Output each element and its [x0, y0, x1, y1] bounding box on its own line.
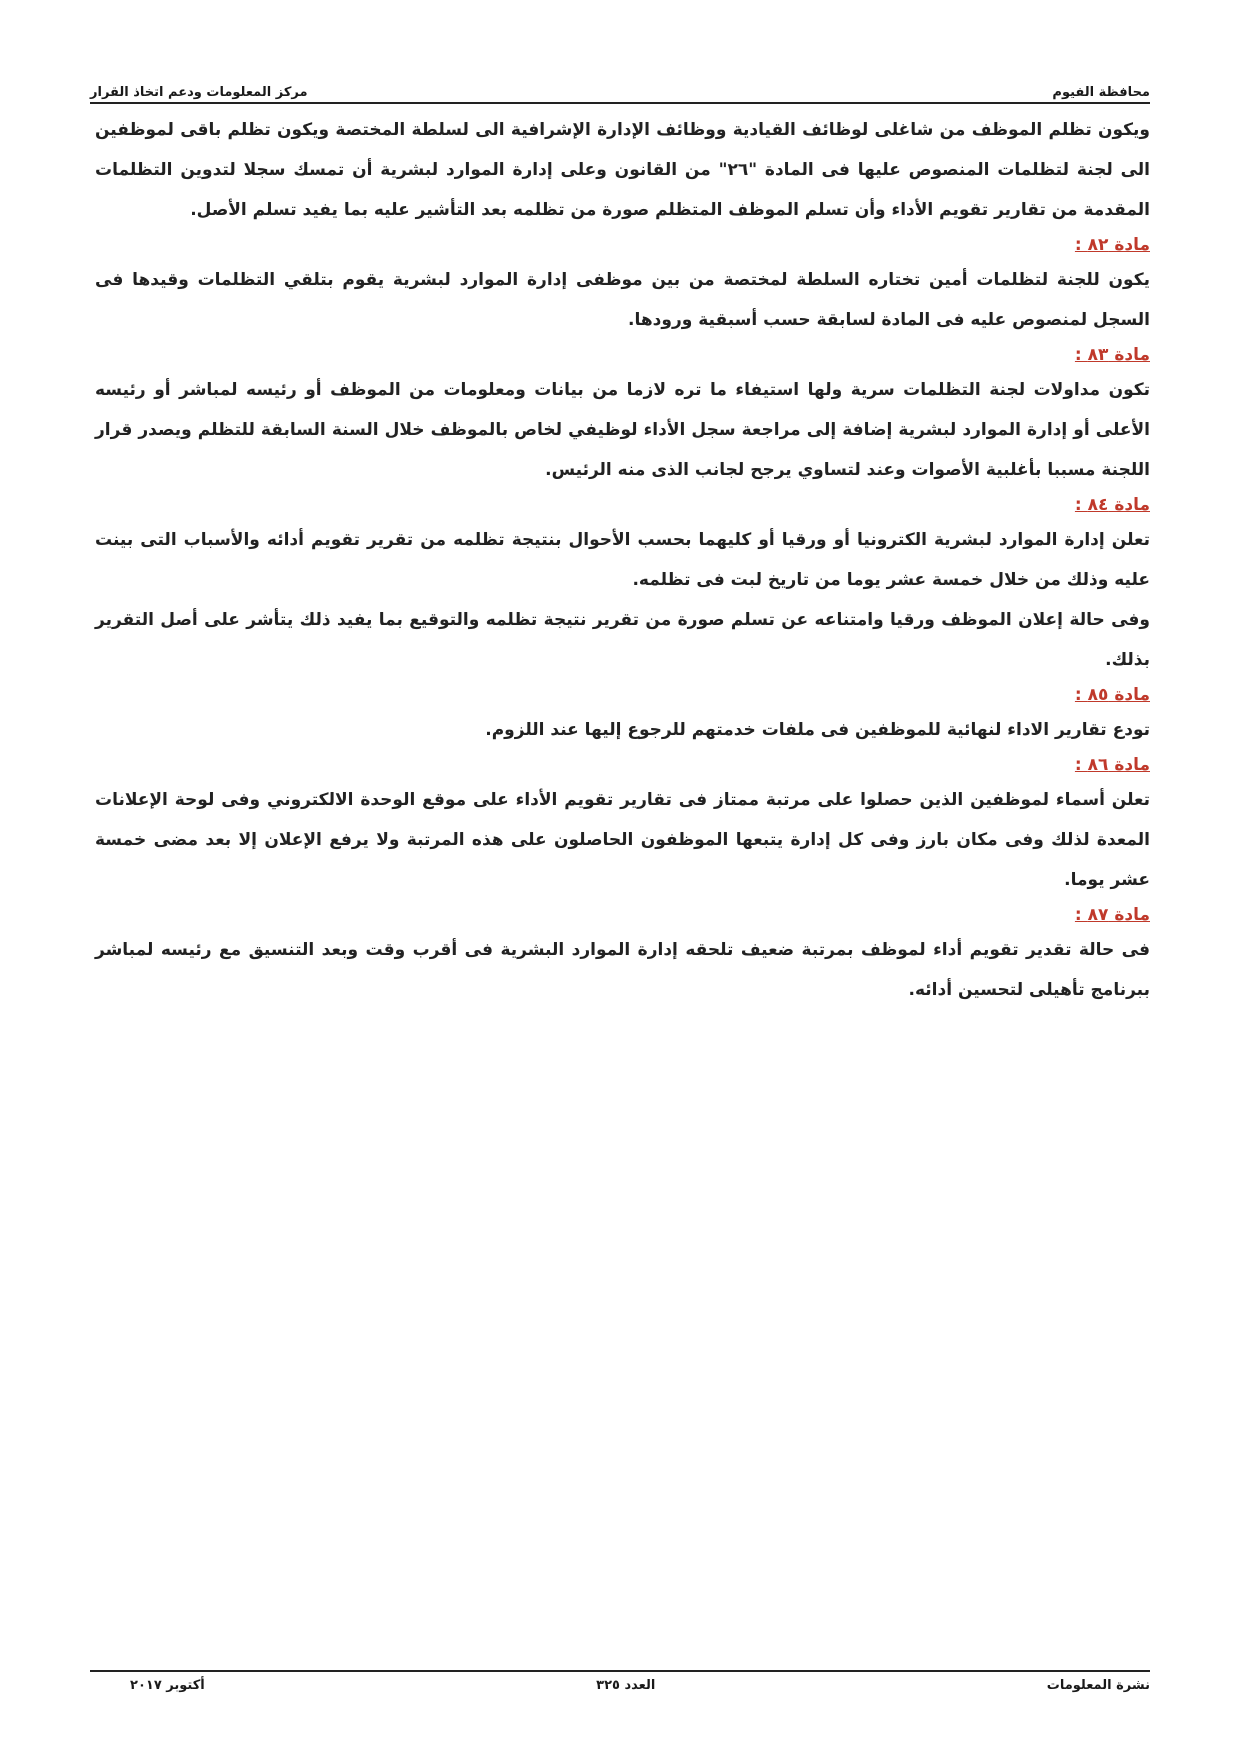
article-heading-87: مادة ٨٧ :: [1074, 905, 1150, 925]
article-heading-84: مادة ٨٤ :: [1074, 495, 1150, 515]
page-header: [90, 78, 1150, 104]
paragraph: ويكون تظلم الموظف من شاغلى لوظائف القيادية ووظائف الإدارة الإشرافية الى لسلطة المختصة ويكون تظلم باقى لموظفين الى لجنة لتظلمات المنصوص عليها فى المادة "٢٦" من القانون وعلى إدارة الموارد لبشرية أن تمسك سجلا لتدوين التظلمات المقدمة من تقارير تقويم الأداء وأن تسلم الموظف المتظلم صورة من تظلمه بعد التأشير عليه بما يفيد تسلم الأصل.: [95, 120, 1151, 220]
footer-date: أكتوبر ٢٠١٧: [130, 1678, 205, 1693]
paragraph: فى حالة تقدير تقويم أداء لموظف بمرتبة ضعيف تلحقه إدارة الموارد البشرية فى أقرب وقت وبعد التنسيق مع رئيسه لمباشر ببرنامج تأهيلى لتحسين أدائه.: [95, 940, 1150, 1000]
paragraph: تعلن أسماء لموظفين الذين حصلوا على مرتبة ممتاز فى تقارير تقويم الأداء على موقع الوحدة الالكتروني وفى لوحة الإعلانات المعدة لذلك وفى مكان بارز وفى كل إدارة يتبعها الموظفون الحاصلون على هذه المرتبة ولا يرفع الإعلان إلا بعد مضى خمسة عشر يوما.: [95, 790, 1150, 890]
article-heading-85: مادة ٨٥ :: [1074, 685, 1150, 705]
footer-publication: نشرة المعلومات: [1046, 1678, 1150, 1693]
article-heading-83: مادة ٨٣ :: [1074, 345, 1150, 365]
document-body: [95, 110, 1150, 1010]
article-heading-82: مادة ٨٢ :: [1074, 235, 1150, 255]
article-heading-86: مادة ٨٦ :: [1074, 755, 1150, 775]
header-center-name: مركز المعلومات ودعم اتخاذ القرار: [90, 85, 308, 100]
paragraph: وفى حالة إعلان الموظف ورقيا وامتناعه عن تسلم صورة من تقرير نتيجة تظلمه والتوقيع بما يفيد ذلك يتأشر على أصل التقرير بذلك.: [95, 610, 1150, 670]
paragraph: يكون للجنة لتظلمات أمين تختاره السلطة لمختصة من بين موظفى إدارة الموارد لبشرية يقوم بتلقي التظلمات وقيدها فى السجل لمنصوص عليه فى المادة لسابقة حسب أسبقية ورودها.: [95, 270, 1150, 330]
footer-issue-number: العدد ٣٢٥: [596, 1678, 656, 1693]
header-governorate: محافظة الفيوم: [1052, 85, 1150, 100]
paragraph: تعلن إدارة الموارد لبشرية الكترونيا أو ورقيا أو كليهما بحسب الأحوال بنتيجة تظلمه من تقرير تقويم أدائه والأسباب التى بينت عليه وذلك من خلال خمسة عشر يوما من تاريخ لبت فى تظلمه.: [95, 530, 1150, 590]
page-footer: [90, 1670, 1150, 1693]
paragraph: تكون مداولات لجنة التظلمات سرية ولها استيفاء ما تره لازما من بيانات ومعلومات من الموظف أو رئيسه لمباشر أو رئيسه الأعلى أو إدارة الموارد لبشرية إضافة إلى مراجعة سجل الأداء لوظيفي لخاص بالموظف خلال السنة السابقة للتظلم ويصدر قرار اللجنة مسببا بأغلبية الأصوات وعند لتساوي يرجح لجانب الذى منه الرئيس.: [95, 380, 1150, 480]
paragraph: تودع تقارير الاداء لنهائية للموظفين فى ملفات خدمتهم للرجوع إليها عند اللزوم.: [485, 720, 1150, 740]
